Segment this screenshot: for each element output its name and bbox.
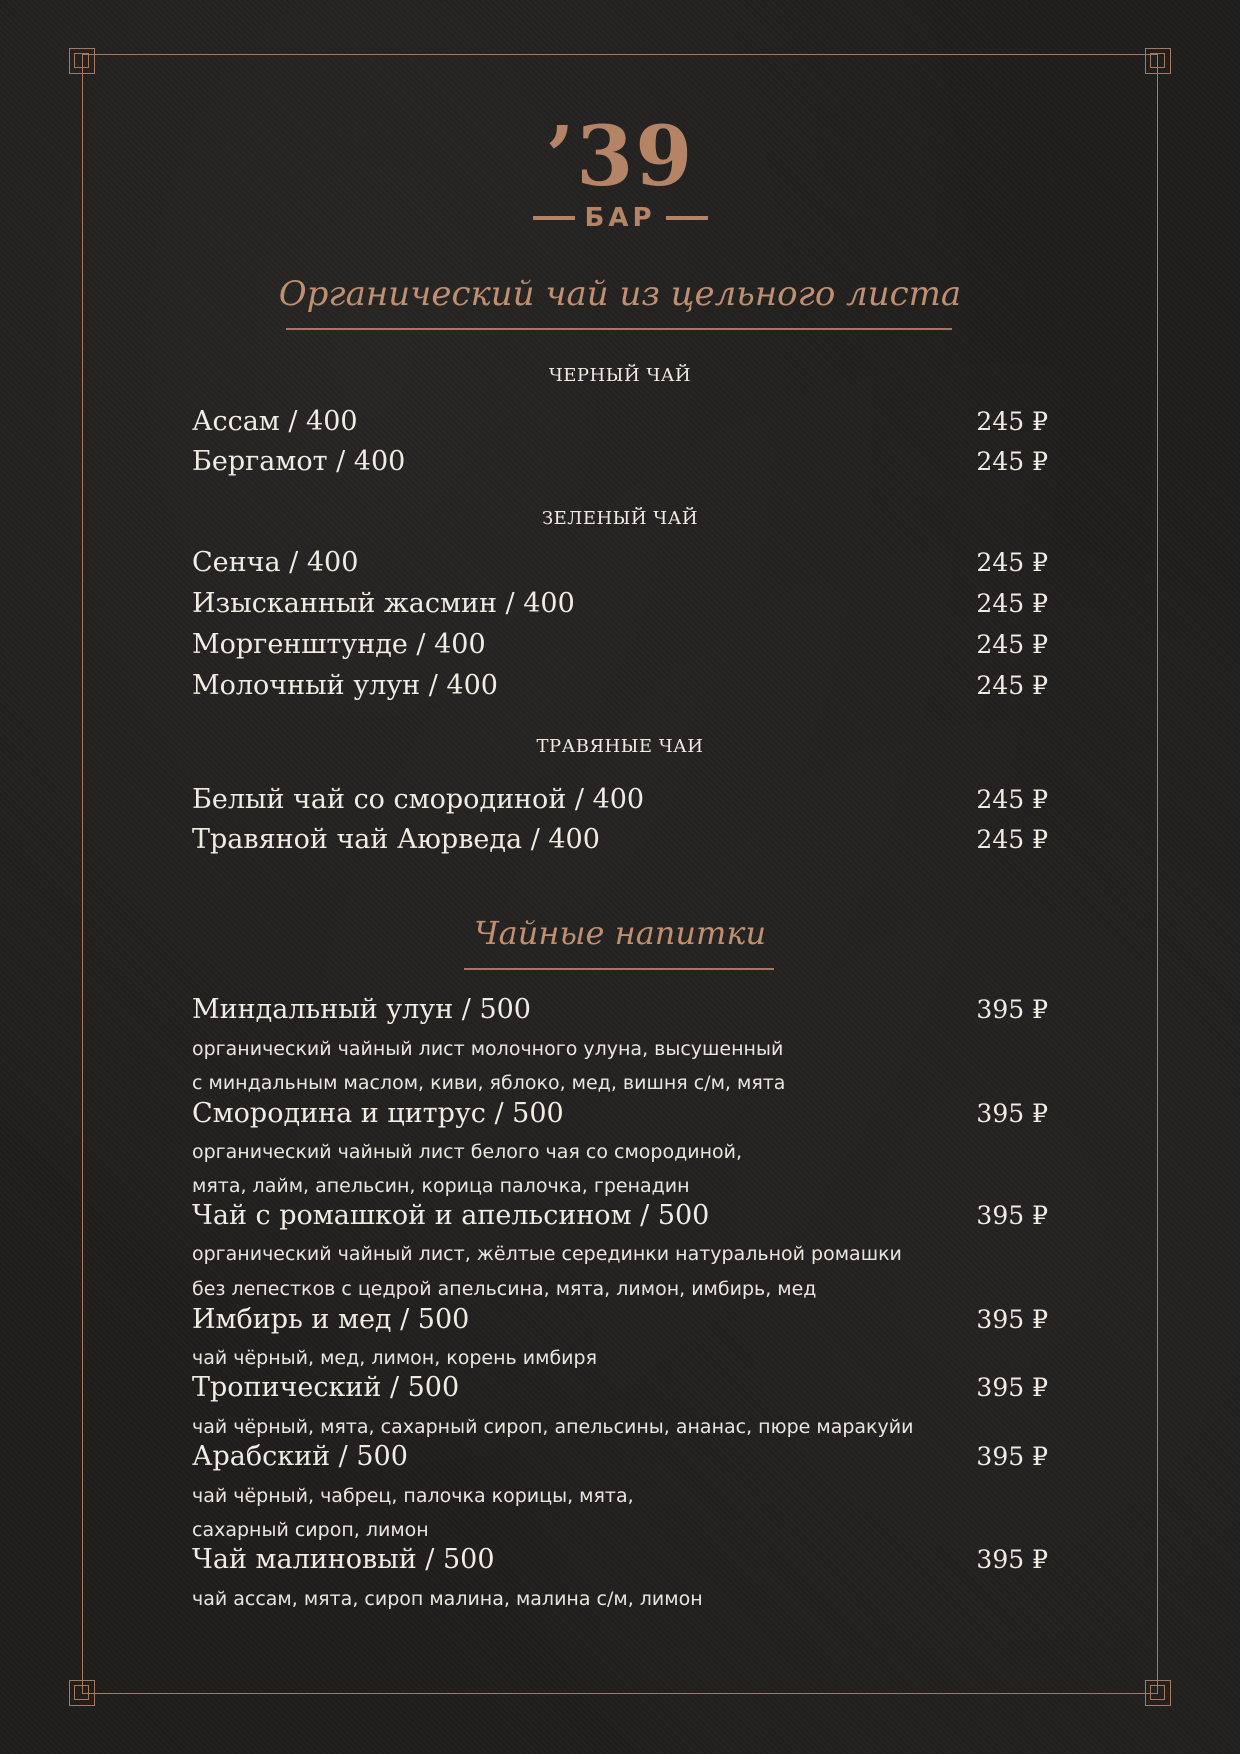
item-name: Миндальный улун / 500 bbox=[192, 994, 531, 1025]
item-name: Сенча / 400 bbox=[192, 547, 359, 578]
item-name: Имбирь и мед / 500 bbox=[192, 1304, 470, 1335]
item-description: органический чайный лист, жёлтые серединки натуральной ромашки bbox=[192, 1243, 902, 1265]
item-description: органический чайный лист молочного улуна, высушенный bbox=[192, 1038, 784, 1060]
section-underline bbox=[464, 968, 774, 970]
corner-ornament bbox=[1145, 48, 1171, 74]
item-description: чай ассам, мята, сироп малина, малина с/м, лимон bbox=[192, 1588, 703, 1610]
menu-item bbox=[192, 543, 1048, 583]
category-green-tea: ЗЕЛЕНЫЙ ЧАЙ bbox=[541, 508, 699, 529]
item-price: 245 ₽ bbox=[976, 447, 1048, 476]
item-description: с миндальным маслом, киви, яблоко, мед, вишня с/м, мята bbox=[192, 1072, 786, 1094]
menu-item bbox=[192, 584, 1048, 624]
item-price: 245 ₽ bbox=[976, 630, 1048, 659]
logo-number: ’39 bbox=[545, 109, 695, 205]
item-price: 395 ₽ bbox=[976, 995, 1048, 1024]
item-price: 395 ₽ bbox=[976, 1442, 1048, 1471]
menu-item bbox=[192, 1437, 1048, 1477]
menu-item bbox=[192, 780, 1048, 820]
section-title-tea-drinks: Чайные напитки bbox=[473, 914, 767, 952]
section-underline bbox=[286, 328, 952, 330]
menu-item bbox=[192, 402, 1048, 442]
menu-item bbox=[192, 625, 1048, 665]
category-herbal-tea: ТРАВЯНЫЕ ЧАИ bbox=[536, 736, 704, 757]
corner-ornament bbox=[1145, 1680, 1171, 1706]
menu-item bbox=[192, 666, 1048, 706]
item-name: Изысканный жасмин / 400 bbox=[192, 588, 575, 619]
item-description: органический чайный лист белого чая со смородиной, bbox=[192, 1141, 743, 1163]
menu-item bbox=[192, 1368, 1048, 1408]
corner-ornament bbox=[69, 48, 95, 74]
item-name: Тропический / 500 bbox=[192, 1372, 460, 1403]
item-price: 245 ₽ bbox=[976, 548, 1048, 577]
item-name: Белый чай со смородиной / 400 bbox=[192, 784, 645, 815]
item-price: 395 ₽ bbox=[976, 1305, 1048, 1334]
item-price: 395 ₽ bbox=[976, 1201, 1048, 1230]
item-price: 245 ₽ bbox=[976, 671, 1048, 700]
menu-item bbox=[192, 442, 1048, 482]
item-price: 245 ₽ bbox=[976, 407, 1048, 436]
menu-item bbox=[192, 1540, 1048, 1580]
menu-item bbox=[192, 990, 1048, 1030]
item-price: 395 ₽ bbox=[976, 1099, 1048, 1128]
category-black-tea: ЧЕРНЫЙ ЧАЙ bbox=[548, 365, 692, 386]
item-description: чай чёрный, мята, сахарный сироп, апельсины, ананас, пюре маракуйи bbox=[192, 1416, 914, 1438]
corner-ornament bbox=[69, 1680, 95, 1706]
item-name: Чай с ромашкой и апельсином / 500 bbox=[192, 1200, 710, 1231]
menu-item bbox=[192, 1196, 1048, 1236]
item-name: Чай малиновый / 500 bbox=[192, 1544, 495, 1575]
menu-item bbox=[192, 820, 1048, 860]
item-name: Молочный улун / 400 bbox=[192, 670, 498, 701]
item-description: чай чёрный, чабрец, палочка корицы, мята, bbox=[192, 1485, 634, 1507]
item-name: Бергамот / 400 bbox=[192, 446, 406, 477]
logo-word: БАР bbox=[0, 203, 1240, 233]
item-name: Травяной чай Аюрведа / 400 bbox=[192, 824, 600, 855]
item-name: Ассам / 400 bbox=[192, 406, 358, 437]
item-description: чай чёрный, мед, лимон, корень имбиря bbox=[192, 1347, 598, 1369]
item-name: Моргенштунде / 400 bbox=[192, 629, 486, 660]
item-price: 395 ₽ bbox=[976, 1545, 1048, 1574]
item-name: Смородина и цитрус / 500 bbox=[192, 1098, 564, 1129]
item-price: 245 ₽ bbox=[976, 825, 1048, 854]
item-name: Арабский / 500 bbox=[192, 1441, 408, 1472]
section-title-organic-tea: Органический чай из цельного листа bbox=[278, 274, 962, 314]
menu-item bbox=[192, 1094, 1048, 1134]
item-description: мята, лайм, апельсин, корица палочка, гренадин bbox=[192, 1175, 690, 1197]
item-description: без лепестков с цедрой апельсина, мята, лимон, имбирь, мед bbox=[192, 1278, 817, 1300]
menu-item bbox=[192, 1300, 1048, 1340]
item-description: сахарный сироп, лимон bbox=[192, 1519, 429, 1541]
item-price: 395 ₽ bbox=[976, 1373, 1048, 1402]
item-price: 245 ₽ bbox=[976, 785, 1048, 814]
item-price: 245 ₽ bbox=[976, 589, 1048, 618]
